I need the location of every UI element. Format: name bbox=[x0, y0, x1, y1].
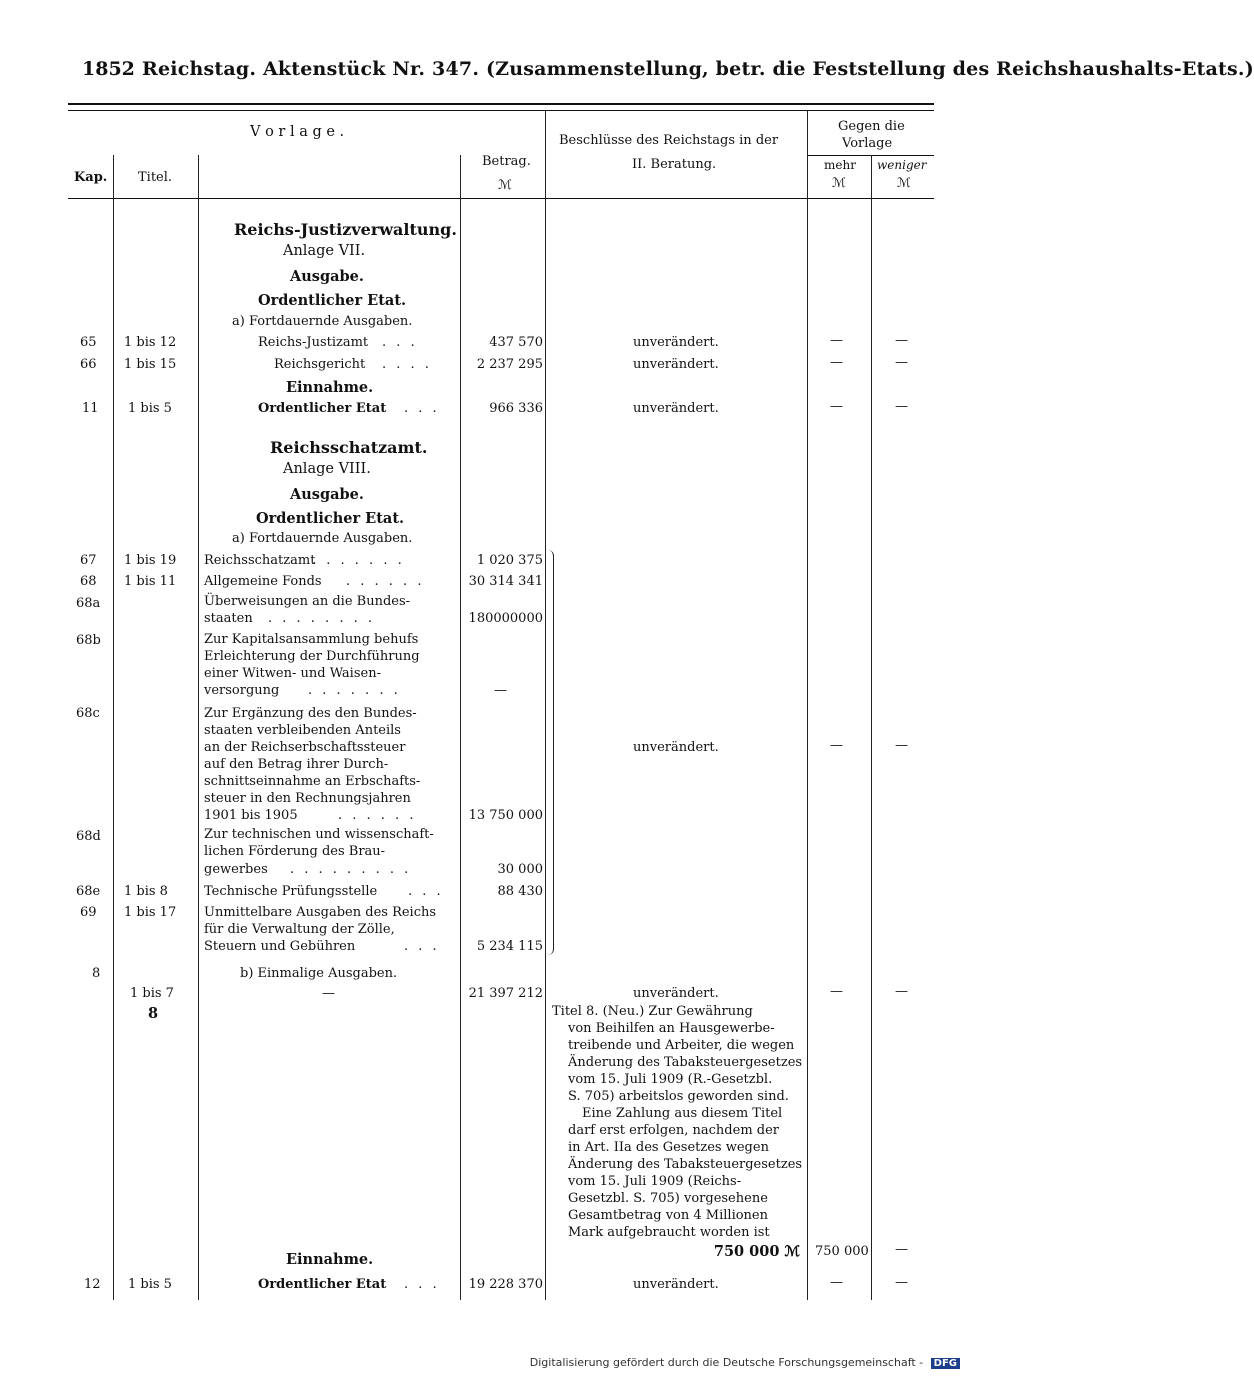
text-68b-l3: einer Witwen- und Waisen- bbox=[204, 666, 381, 681]
titel-68: 1 bis 11 bbox=[124, 574, 177, 589]
text-69-l1: Unmittelbare Ausgaben des Reichs bbox=[204, 905, 437, 920]
neu-line-3: treibende und Arbeiter, die wegen bbox=[568, 1038, 795, 1053]
group-beschluss: unverändert. bbox=[633, 740, 719, 755]
header-kap: Kap. bbox=[74, 170, 108, 185]
kap-12: 12 bbox=[84, 1277, 101, 1292]
mehr-66: — bbox=[830, 355, 843, 370]
col-line-betrag bbox=[460, 155, 461, 1300]
col-line-weniger bbox=[871, 155, 872, 1300]
header-betrag-unit: ℳ bbox=[498, 178, 512, 193]
header-weniger: weniger bbox=[877, 158, 927, 172]
neu-mehr: 750 000 bbox=[815, 1244, 869, 1259]
titel-65: 1 bis 12 bbox=[124, 335, 177, 350]
anlage-vii: Anlage VII. bbox=[283, 243, 366, 259]
header-gegen-line1: Gegen die bbox=[838, 119, 905, 134]
kap-11: 11 bbox=[82, 401, 99, 416]
group-weniger: — bbox=[895, 738, 908, 753]
text-68d-l1: Zur technischen und wissenschaft- bbox=[204, 827, 434, 842]
dots-65: . . . bbox=[382, 335, 418, 350]
titel-67: 1 bis 19 bbox=[124, 553, 177, 568]
header-mehr-unit: ℳ bbox=[832, 176, 846, 191]
kap-68e: 68e bbox=[76, 884, 101, 899]
neu-weniger: — bbox=[895, 1242, 908, 1257]
neu-line-8: darf erst erfolgen, nachdem der bbox=[568, 1123, 780, 1138]
dots-66: . . . . bbox=[382, 357, 432, 372]
dots-68: . . . . . . bbox=[346, 574, 425, 589]
titel-66: 1 bis 15 bbox=[124, 357, 177, 372]
text-68a-l2: staaten bbox=[204, 611, 253, 626]
dots-68c: . . . . . . bbox=[338, 808, 417, 823]
text-65: Reichs-Justizamt bbox=[258, 335, 369, 350]
text-68b-l4: versorgung bbox=[204, 683, 280, 698]
dots-67: . . . . . . . bbox=[312, 553, 405, 568]
header-gegen-line2: Vorlage bbox=[842, 136, 893, 151]
text-68c-l2: staaten verbleibenden Anteils bbox=[204, 723, 401, 738]
dots-12: . . . bbox=[404, 1277, 440, 1292]
neu-line-1: Titel 8. (Neu.) Zur Gewährung bbox=[552, 1004, 753, 1019]
neu-line-11: vom 15. Juli 1909 (Reichs- bbox=[568, 1174, 742, 1189]
kap-67: 67 bbox=[80, 553, 97, 568]
text-69-l3: Steuern und Gebühren bbox=[204, 939, 356, 954]
page-title: Reichstag. Aktenstück Nr. 347. (Zusammenstellung, betr. die Feststellung des Reichshaushalts-Etats.) bbox=[142, 58, 1254, 80]
neu-line-10: Änderung des Tabaksteuergesetzes bbox=[568, 1157, 803, 1172]
titel-11: 1 bis 5 bbox=[128, 401, 172, 416]
text-12: Ordentlicher Etat bbox=[258, 1277, 387, 1292]
header-betrag: Betrag. bbox=[482, 154, 531, 169]
text-68d-l2: lichen Förderung des Brau- bbox=[204, 844, 386, 859]
kap-8: 8 bbox=[92, 966, 101, 981]
betrag-67: 1 020 375 bbox=[476, 553, 543, 568]
betrag-11: 966 336 bbox=[489, 401, 543, 416]
weniger-65: — bbox=[895, 333, 908, 348]
text-68c-l3: an der Reichserbschaftssteuer bbox=[204, 740, 406, 755]
text-68c-l6: steuer in den Rechnungsjahren bbox=[204, 791, 411, 806]
kap-69: 69 bbox=[80, 905, 97, 920]
group-mehr: — bbox=[830, 738, 843, 753]
text-68c-l5: schnittseinnahme an Erbschafts- bbox=[204, 774, 421, 789]
header-beschluesse-line1: Beschlüsse des Reichstags in der bbox=[559, 133, 779, 148]
col-line-beschluss bbox=[545, 111, 546, 1300]
beschluss-11: unverändert. bbox=[633, 401, 719, 416]
beschluss-65: unverändert. bbox=[633, 335, 719, 350]
header-weniger-unit: ℳ bbox=[897, 176, 911, 191]
fortdauernde-heading-1: a) Fortdauernde Ausgaben. bbox=[232, 314, 413, 329]
col-line-titel bbox=[198, 155, 199, 1300]
titel-8-number: 8 bbox=[148, 1005, 159, 1022]
neu-amount: 750 000 ℳ bbox=[713, 1243, 800, 1260]
betrag-68d: 30 000 bbox=[497, 862, 543, 877]
kap-68c: 68c bbox=[76, 706, 100, 721]
beschluss-12: unverändert. bbox=[633, 1277, 719, 1292]
text-11: Ordentlicher Etat bbox=[258, 401, 387, 416]
text-68b-l2: Erleichterung der Durchführung bbox=[204, 649, 420, 664]
page-number: 1852 bbox=[82, 58, 135, 80]
dots-68e: . . . bbox=[408, 884, 444, 899]
dots-68a: . . . . . . . . bbox=[268, 611, 375, 626]
beschluss-66: unverändert. bbox=[633, 357, 719, 372]
betrag-68a: 180000000 bbox=[468, 611, 543, 626]
text-68c-l1: Zur Ergänzung des den Bundes- bbox=[204, 706, 417, 721]
text-68a-l1: Überweisungen an die Bundes- bbox=[204, 594, 411, 609]
dfg-logo: DFG bbox=[931, 1358, 960, 1369]
neu-line-6: S. 705) arbeitslos geworden sind. bbox=[568, 1089, 789, 1104]
ordentlicher-etat-heading-2: Ordentlicher Etat. bbox=[256, 510, 405, 527]
text-68b-l1: Zur Kapitalsansammlung behufs bbox=[204, 632, 419, 647]
text-69-l2: für die Verwaltung der Zölle, bbox=[204, 922, 395, 937]
top-double-rule-1 bbox=[68, 103, 934, 105]
beschluss-8: unverändert. bbox=[633, 986, 719, 1001]
ausgabe-heading-2: Ausgabe. bbox=[290, 486, 364, 503]
fortdauernde-heading-2: a) Fortdauernde Ausgaben. bbox=[232, 531, 413, 546]
kap-68: 68 bbox=[80, 574, 97, 589]
text-67: Reichsschatzamt bbox=[204, 553, 316, 568]
mehr-8: — bbox=[830, 984, 843, 999]
betrag-66: 2 237 295 bbox=[476, 357, 543, 372]
betrag-68b: — bbox=[494, 683, 507, 698]
section-title-justiz: Reichs-Justizverwaltung. bbox=[234, 220, 457, 239]
text-68d-l3: gewerbes bbox=[204, 862, 268, 877]
titel-68e: 1 bis 8 bbox=[124, 884, 168, 899]
text-68e: Technische Prüfungsstelle bbox=[204, 884, 378, 899]
betrag-8: 21 397 212 bbox=[468, 986, 543, 1001]
section-title-schatzamt: Reichsschatzamt. bbox=[270, 438, 428, 457]
betrag-68c: 13 750 000 bbox=[468, 808, 543, 823]
titel-69: 1 bis 17 bbox=[124, 905, 177, 920]
group-bracket bbox=[547, 550, 554, 955]
text-68c-l7: 1901 bis 1905 bbox=[204, 808, 298, 823]
neu-line-12: Gesetzbl. S. 705) vorgesehene bbox=[568, 1191, 768, 1206]
betrag-68: 30 314 341 bbox=[468, 574, 543, 589]
kap-66: 66 bbox=[80, 357, 97, 372]
dots-11: . . . bbox=[404, 401, 440, 416]
text-66: Reichsgericht bbox=[274, 357, 366, 372]
dots-68d: . . . . . . . . . bbox=[290, 862, 412, 877]
footer-text: Digitalisierung gefördert durch die Deutsche Forschungsgemeinschaft - bbox=[529, 1356, 924, 1369]
betrag-12: 19 228 370 bbox=[468, 1277, 543, 1292]
neu-line-13: Gesamtbetrag von 4 Millionen bbox=[568, 1208, 768, 1223]
dots-69: . . . bbox=[404, 939, 440, 954]
weniger-8: — bbox=[895, 984, 908, 999]
titel-8-range: 1 bis 7 bbox=[130, 986, 174, 1001]
header-titel: Titel. bbox=[138, 170, 173, 185]
footer-credit bbox=[530, 1356, 960, 1369]
betrag-69: 5 234 115 bbox=[476, 939, 543, 954]
einmalige-heading: b) Einmalige Ausgaben. bbox=[240, 966, 398, 981]
col-line-kap bbox=[113, 155, 114, 1300]
betrag-68e: 88 430 bbox=[497, 884, 543, 899]
kap-68d: 68d bbox=[76, 829, 101, 844]
weniger-11: — bbox=[895, 399, 908, 414]
weniger-66: — bbox=[895, 355, 908, 370]
mehr-11: — bbox=[830, 399, 843, 414]
text-68: Allgemeine Fonds bbox=[204, 574, 322, 589]
neu-line-7: Eine Zahlung aus diesem Titel bbox=[582, 1106, 783, 1121]
mehr-65: — bbox=[830, 333, 843, 348]
dots-68b: . . . . . . . bbox=[308, 683, 401, 698]
header-mehr: mehr bbox=[824, 158, 856, 172]
ordentlicher-etat-heading-1: Ordentlicher Etat. bbox=[258, 292, 407, 309]
text-8: — bbox=[322, 986, 335, 1001]
neu-line-4: Änderung des Tabaksteuergesetzes bbox=[568, 1055, 803, 1070]
header-beschluesse-line2: II. Beratung. bbox=[632, 157, 717, 172]
header-vorlage: V o r l a g e . bbox=[250, 124, 345, 140]
neu-line-14: Mark aufgebraucht worden ist bbox=[568, 1225, 770, 1240]
titel-12: 1 bis 5 bbox=[128, 1277, 172, 1292]
mehr-12: — bbox=[830, 1275, 843, 1290]
text-68c-l4: auf den Betrag ihrer Durch- bbox=[204, 757, 389, 772]
einnahme-heading-2: Einnahme. bbox=[286, 1251, 374, 1268]
col-line-mehr bbox=[807, 111, 808, 1300]
weniger-12: — bbox=[895, 1275, 908, 1290]
neu-line-5: vom 15. Juli 1909 (R.-Gesetzbl. bbox=[568, 1072, 773, 1087]
neu-line-9: in Art. IIa des Gesetzes wegen bbox=[568, 1140, 769, 1155]
ausgabe-heading-1: Ausgabe. bbox=[290, 268, 364, 285]
kap-65: 65 bbox=[80, 335, 97, 350]
kap-68a: 68a bbox=[76, 596, 101, 611]
kap-68b: 68b bbox=[76, 633, 101, 648]
top-double-rule-2 bbox=[68, 110, 934, 111]
neu-line-2: von Beihilfen an Hausgewerbe- bbox=[568, 1021, 775, 1036]
einnahme-heading-1: Einnahme. bbox=[286, 379, 374, 396]
anlage-viii: Anlage VIII. bbox=[283, 461, 371, 477]
betrag-65: 437 570 bbox=[489, 335, 543, 350]
